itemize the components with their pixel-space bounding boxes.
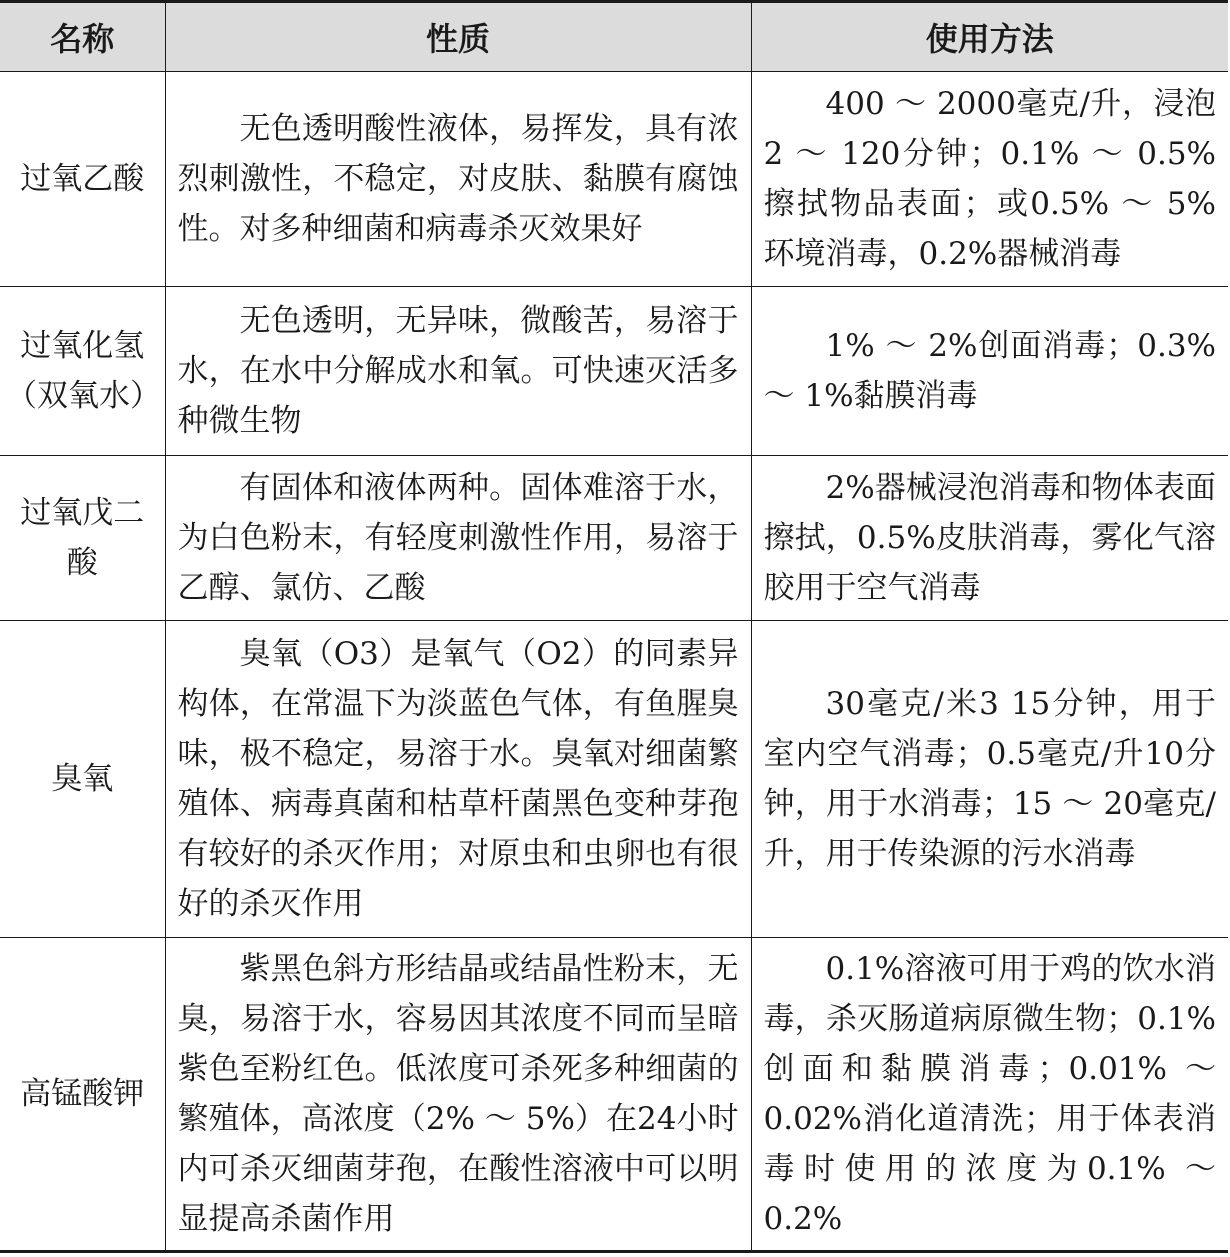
usage-text: 1% ～ 2%创面消毒；0.3% ～ 1%黏膜消毒	[763, 328, 1216, 414]
cell-name: 过氧化氢（双氧水）	[0, 287, 165, 456]
cell-property	[165, 456, 751, 621]
header-row	[0, 2, 1228, 72]
usage-text: 30毫克/米3 15分钟，用于室内空气消毒；0.5毫克/升10分钟，用于水消毒；15 ～ 20毫克/升，用于传染源的污水消毒	[763, 686, 1216, 872]
header-usage: 使用方法	[751, 2, 1228, 72]
property-text: 臭氧（O3）是氧气（O2）的同素异构体，在常温下为淡蓝色气体，有鱼腥臭味，极不稳定，易溶于水。臭氧对细菌繁殖体、病毒真菌和枯草杆菌黑色变种芽孢有较好的杀灭作用；对原虫和虫卵也有很好的杀灭作用	[177, 636, 739, 922]
cell-property	[165, 938, 751, 1252]
cell-usage	[751, 456, 1228, 621]
cell-property	[165, 287, 751, 456]
table-row	[0, 72, 1228, 287]
header-name: 名称	[0, 2, 165, 72]
property-text: 无色透明，无异味，微酸苦，易溶于水，在水中分解成水和氧。可快速灭活多种微生物	[177, 303, 739, 439]
table-row	[0, 621, 1228, 938]
table-row	[0, 938, 1228, 1252]
table-row	[0, 456, 1228, 621]
cell-usage	[751, 72, 1228, 287]
table-row	[0, 287, 1228, 456]
usage-text: 400 ～ 2000毫克/升，浸泡2 ～ 120分钟；0.1% ～ 0.5%擦拭物品表面；或0.5% ～ 5%环境消毒，0.2%器械消毒	[763, 86, 1216, 272]
cell-usage	[751, 938, 1228, 1252]
cell-property	[165, 72, 751, 287]
cell-usage	[751, 287, 1228, 456]
cell-name: 高锰酸钾	[0, 938, 165, 1252]
cell-usage	[751, 621, 1228, 938]
usage-text: 0.1%溶液可用于鸡的饮水消毒，杀灭肠道病原微生物；0.1%创面和黏膜消毒；0.01% ～ 0.02%消化道清洗；用于体表消毒时使用的浓度为0.1% ～ 0.2%	[763, 951, 1216, 1237]
cell-property	[165, 621, 751, 938]
property-text: 紫黑色斜方形结晶或结晶性粉末，无臭，易溶于水，容易因其浓度不同而呈暗紫色至粉红色。低浓度可杀死多种细菌的繁殖体，高浓度（2% ～ 5%）在24小时内可杀灭细菌芽孢，在酸性溶液中可以明显提高杀菌作用	[177, 951, 739, 1237]
property-text: 有固体和液体两种。固体难溶于水，为白色粉末，有轻度刺激性作用，易溶于乙醇、氯仿、乙酸	[177, 470, 739, 606]
header-property: 性质	[165, 2, 751, 72]
cell-name: 过氧戊二酸	[0, 456, 165, 621]
cell-name: 过氧乙酸	[0, 72, 165, 287]
cell-name: 臭氧	[0, 621, 165, 938]
usage-text: 2%器械浸泡消毒和物体表面擦拭，0.5%皮肤消毒，雾化气溶胶用于空气消毒	[763, 470, 1216, 606]
property-text: 无色透明酸性液体，易挥发，具有浓烈刺激性，不稳定，对皮肤、黏膜有腐蚀性。对多种细菌和病毒杀灭效果好	[177, 111, 739, 247]
